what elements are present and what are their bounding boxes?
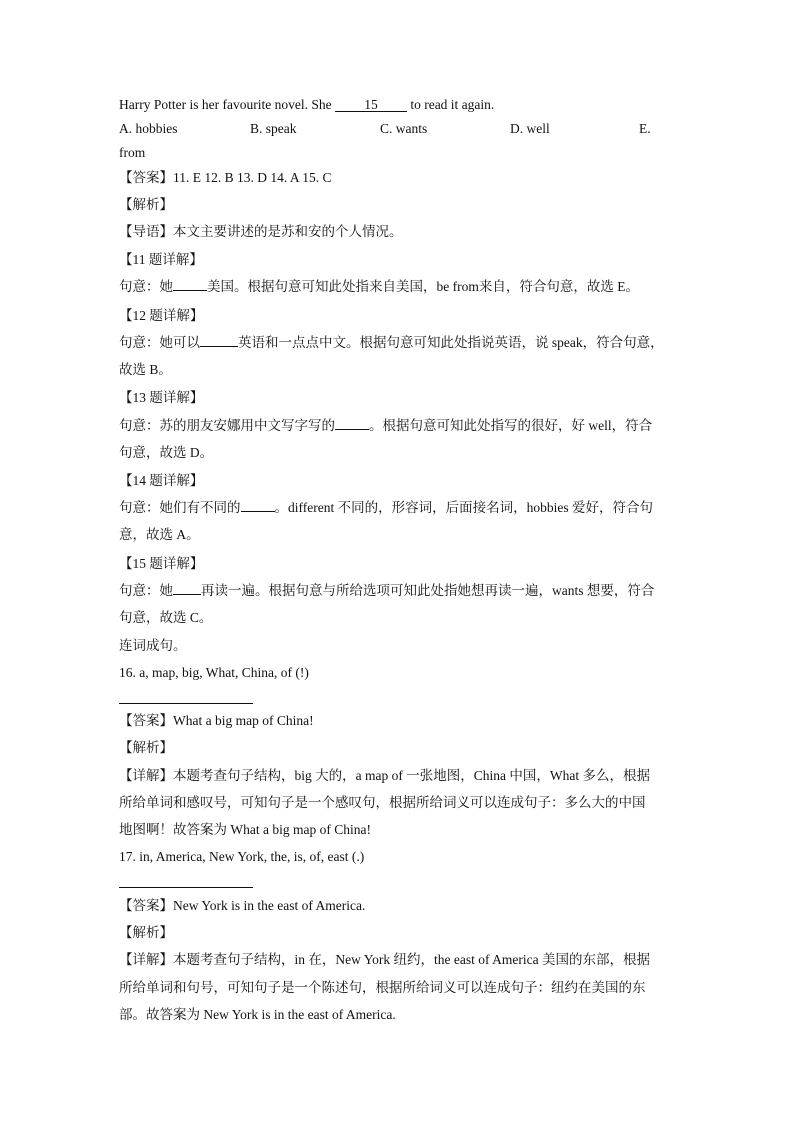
detail-13-text-cont: 句意，故选 D。	[119, 445, 214, 460]
detail-17-line-2: 所给单词和句号，可知句子是一个陈述句，根据所给词义可以连成句子：纽约在美国的东	[119, 980, 646, 995]
answer-16: 【答案】What a big map of China!	[119, 713, 314, 728]
detail-text-part: 句意：她可以	[119, 335, 200, 350]
answer-key: 【答案】11. E 12. B 13. D 14. A 15. C	[119, 170, 332, 185]
detail-text-part: 。根据句意可知此处指写的很好，好 well，符合	[369, 418, 653, 433]
blank-line	[241, 511, 275, 512]
blank-line	[173, 290, 207, 291]
detail-14-heading: 【14 题详解】	[119, 473, 204, 488]
detail-15-text-cont: 句意，故选 C。	[119, 610, 213, 625]
blank-line	[173, 594, 201, 595]
detail-11-heading: 【11 题详解】	[119, 252, 203, 267]
detail-14-text-cont: 意，故选 A。	[119, 527, 200, 542]
intro-text: 【导语】本文主要讲述的是苏和安的个人情况。	[119, 224, 403, 239]
detail-13-heading: 【13 题详解】	[119, 390, 204, 405]
answer-line-16	[119, 703, 253, 704]
detail-text-part: 句意：她们有不同的	[119, 500, 241, 515]
detail-16-line-3: 地图啊！故答案为 What a big map of China!	[119, 822, 371, 837]
analysis-heading: 【解析】	[119, 197, 173, 212]
detail-17-line-3: 部。故答案为 New York is in the east of America.	[119, 1007, 396, 1022]
option-e: E.	[639, 121, 651, 136]
detail-17-line-1: 【详解】本题考查句子结构，in 在，New York 纽约，the east of America 美国的东部，根据	[119, 952, 650, 967]
option-d: D. well	[510, 121, 550, 136]
detail-text-part: 。different 不同的，形容词，后面接名词，hobbies 爱好，符合句	[274, 500, 653, 515]
detail-text-part: 再读一遍。根据句意与所给选项可知此处指她想再读一遍，wants 想要，符合	[201, 583, 655, 598]
detail-15-heading: 【15 题详解】	[119, 556, 204, 571]
detail-14-text	[119, 500, 653, 516]
detail-15-text	[119, 583, 654, 599]
question-17: 17. in, America, New York, the, is, of, east (.)	[119, 849, 365, 864]
option-e-text: from	[119, 145, 146, 160]
blank-line	[200, 346, 238, 347]
option-b: B. speak	[250, 121, 297, 136]
answer-line-17	[119, 887, 253, 888]
sentence-end: to read it again.	[406, 97, 495, 112]
detail-13-text	[119, 418, 652, 434]
question-15-sentence	[119, 97, 494, 113]
question-16: 16. a, map, big, What, China, of (!)	[119, 665, 309, 680]
blank-line	[335, 429, 369, 430]
detail-11-text	[119, 279, 639, 295]
blank-number: 15	[364, 97, 378, 112]
detail-12-heading: 【12 题详解】	[119, 308, 204, 323]
option-c: C. wants	[380, 121, 428, 136]
detail-12-text	[119, 335, 664, 351]
detail-16-line-2: 所给单词和感叹号，可知句子是一个感叹句，根据所给词义可以连成句子：多么大的中国	[119, 795, 646, 810]
option-a: A. hobbies	[119, 121, 178, 136]
answer-17: 【答案】New York is in the east of America.	[119, 898, 366, 913]
analysis-16-heading: 【解析】	[119, 740, 173, 755]
analysis-17-heading: 【解析】	[119, 925, 173, 940]
detail-text-part: 英语和一点点中文。根据句意可知此处指说英语，说 speak，符合句意，	[238, 335, 664, 350]
sentence-start: Harry Potter is her favourite novel. She	[119, 97, 335, 112]
detail-text-part: 美国。根据句意可知此处指来自美国，be from来自，符合句意，故选 E。	[207, 279, 639, 294]
detail-text-part: 句意：她	[119, 279, 173, 294]
detail-text-part: 句意：她	[119, 583, 173, 598]
detail-12-text-cont: 故选 B。	[119, 362, 172, 377]
detail-text-part: 句意：苏的朋友安娜用中文写字写的	[119, 418, 335, 433]
answer-blank-15	[335, 98, 407, 112]
detail-16-line-1: 【详解】本题考查句子结构，big 大的，a map of 一张地图，China 中国，What 多么，根据	[119, 768, 650, 783]
section-heading: 连词成句。	[119, 638, 187, 653]
